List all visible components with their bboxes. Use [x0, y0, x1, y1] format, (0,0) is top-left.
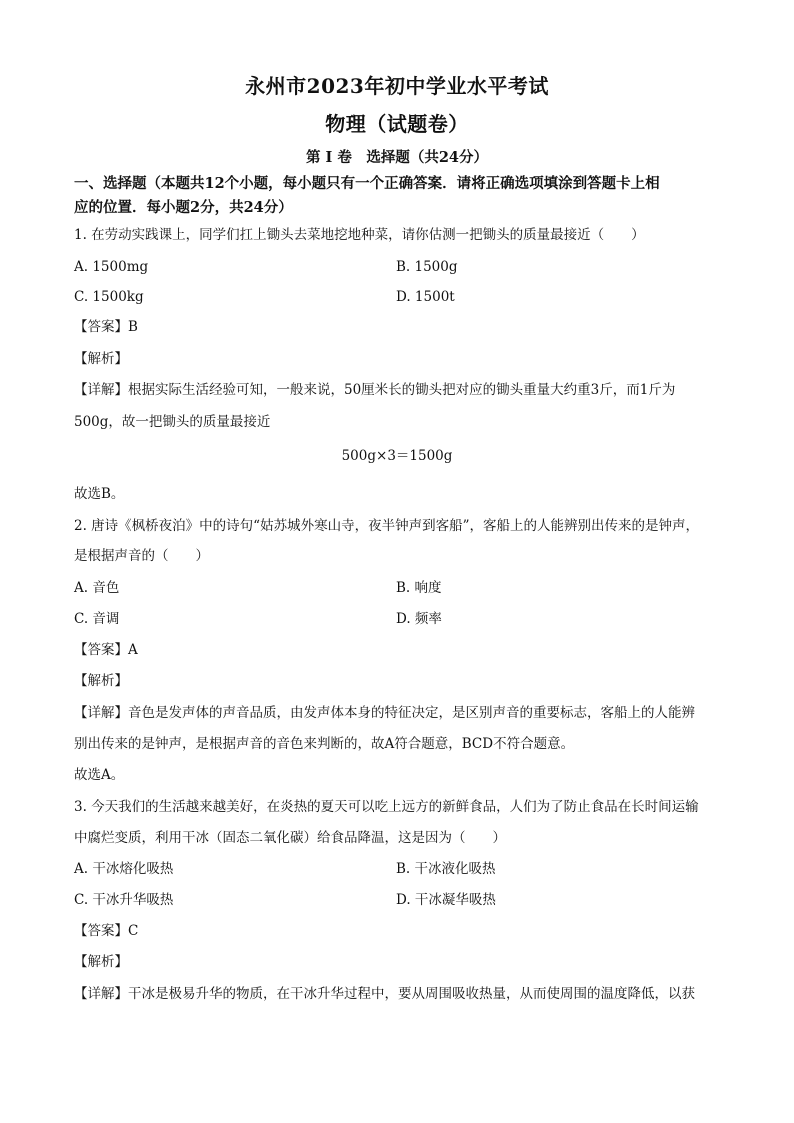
q2-stem-line2: 是根据声音的（ ）: [74, 548, 209, 564]
q1-option-b: B. 1500g: [396, 259, 458, 275]
q3-analysis-label: 【解析】: [74, 954, 128, 970]
q2-conclusion: 故选A。: [74, 767, 125, 783]
q3-option-d: D. 干冰凝华吸热: [396, 892, 496, 908]
q1-answer: 【答案】B: [74, 319, 138, 335]
q2-detail-line2: 别出传来的是钟声，是根据声音的音色来判断的，故A符合题意，BCD不符合题意。: [74, 736, 575, 752]
exam-title: 永州市2023年初中学业水平考试: [245, 74, 549, 98]
q2-answer: 【答案】A: [74, 642, 138, 658]
q2-analysis-label: 【解析】: [74, 673, 128, 689]
q2-option-b: B. 响度: [396, 580, 442, 596]
q1-option-c: C. 1500kg: [74, 289, 144, 305]
section-instruction-line1: 一、选择题（本题共12个小题，每小题只有一个正确答案．请将正确选项填涂到答题卡上相: [74, 175, 660, 192]
exam-subtitle: 物理（试题卷）: [325, 112, 469, 136]
q2-option-a: A. 音色: [74, 580, 120, 596]
q3-option-b: B. 干冰液化吸热: [396, 861, 496, 877]
q1-conclusion: 故选B。: [74, 486, 125, 502]
q1-stem: 1. 在劳动实践课上，同学们扛上锄头去菜地挖地种菜，请你估测一把锄头的质量最接近（ ）: [74, 227, 645, 243]
part-heading: 第 Ⅰ 卷 选择题（共24分）: [305, 149, 489, 166]
q2-option-d: D. 频率: [396, 611, 442, 627]
q3-option-a: A. 干冰熔化吸热: [74, 861, 174, 877]
section-instruction-line2: 应的位置．每小题2分，共24分）: [74, 199, 293, 216]
q1-option-a: A. 1500mg: [74, 259, 149, 275]
q3-stem-line1: 3. 今天我们的生活越来越美好，在炎热的夏天可以吃上远方的新鲜食品，人们为了防止食品在长时间运输: [74, 799, 699, 815]
q3-detail-line1: 【详解】干冰是极易升华的物质，在干冰升华过程中，要从周围吸收热量，从而使周围的温度降低，以获: [74, 986, 695, 1002]
q1-analysis-label: 【解析】: [74, 351, 128, 367]
q3-option-c: C. 干冰升华吸热: [74, 892, 174, 908]
q1-detail-line2: 500g，故一把锄头的质量最接近: [74, 414, 271, 430]
q2-stem-line1: 2. 唐诗《枫桥夜泊》中的诗句“姑苏城外寒山寺，夜半钟声到客船”，客船上的人能辨别出传来的是钟声，: [74, 518, 699, 534]
q2-detail-line1: 【详解】音色是发声体的声音品质，由发声体本身的特征决定，是区别声音的重要标志，客船上的人能辨: [74, 705, 695, 721]
q3-stem-line2: 中腐烂变质，利用干冰（固态二氧化碳）给食品降温，这是因为（ ）: [74, 830, 506, 846]
q1-option-d: D. 1500t: [396, 289, 455, 305]
q3-answer: 【答案】C: [74, 923, 139, 939]
q1-detail-line1: 【详解】根据实际生活经验可知，一般来说，50厘米长的锄头把对应的锄头重量大约重3斤，而1斤为: [74, 382, 676, 398]
q2-option-c: C. 音调: [74, 611, 120, 627]
q1-formula: 500g×3＝1500g: [341, 448, 453, 464]
